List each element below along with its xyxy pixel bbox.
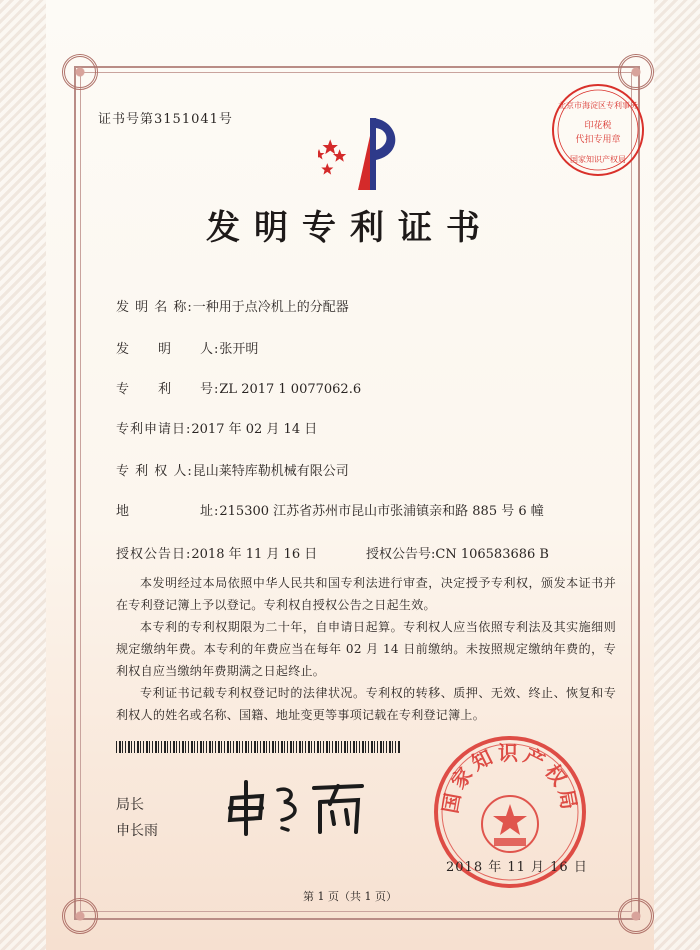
director-signature xyxy=(222,768,372,838)
svg-text:印花税: 印花税 xyxy=(584,121,612,131)
field-patent-no xyxy=(116,378,361,397)
field-value: CN 106583686 B xyxy=(435,547,549,562)
field-value: 2018 年 11 月 16 日 xyxy=(191,547,318,562)
field-label: 授权公告日: xyxy=(116,547,192,562)
sipo-logo-icon xyxy=(318,110,408,200)
director-name: 申长雨 xyxy=(116,823,158,839)
field-patentee xyxy=(116,460,349,479)
field-invention-name xyxy=(116,296,349,315)
field-value: 2017 年 02 月 14 日 xyxy=(191,422,318,437)
field-value: 张开明 xyxy=(219,342,259,357)
field-filing-date xyxy=(116,418,317,437)
certificate-number: 证书号第3151041号 xyxy=(98,112,233,127)
certificate-title: 发明专利证书 xyxy=(206,208,494,248)
decorative-border-right xyxy=(654,0,700,950)
paragraph-legal-status: 专利证书记载专利权登记时的法律状况。专利权的转移、质押、无效、终止、恢复和专利权人的姓名或名称、国籍、地址变更等事项记载在专利登记簿上。 xyxy=(116,686,616,722)
field-label: 专 利 权 人: xyxy=(116,464,193,479)
paragraph-term-fees: 本专利的专利权期限为二十年，自申请日起算。专利权人应当依照专利法及其实施细则规定缴纳年费。本专利的年费应当在每年 02 月 14 日前缴纳。未按照规定缴纳年费的，专利权自应当缴纳年费期满之日起终止。 xyxy=(116,620,616,678)
corner-ornament xyxy=(62,54,98,90)
field-value: 一种用于点冷机上的分配器 xyxy=(192,300,349,315)
field-label: 专利申请日: xyxy=(116,422,192,437)
field-label: 授权公告号: xyxy=(366,547,436,562)
field-value: 215300 江苏省苏州市昆山市张浦镇亲和路 885 号 6 幢 xyxy=(219,504,544,519)
svg-text:代扣专用章: 代扣专用章 xyxy=(575,135,621,145)
field-grant-pub-date xyxy=(116,543,317,562)
page-number: 第 1 页（共 1 页） xyxy=(303,890,397,903)
field-value: ZL 2017 1 0077062.6 xyxy=(219,382,362,397)
field-grant-pub-no xyxy=(366,543,549,562)
svg-text:国家知识产权局: 国家知识产权局 xyxy=(570,155,626,164)
decorative-border-left xyxy=(0,0,46,950)
issue-date: 2018 年 11 月 16 日 xyxy=(446,860,588,875)
svg-text:北京市海淀区专利事务: 北京市海淀区专利事务 xyxy=(558,101,638,110)
barcode xyxy=(116,741,400,753)
agent-stamp xyxy=(548,80,648,180)
paragraph-examination: 本发明经过本局依照中华人民共和国专利法进行审查，决定授予专利权，颁发本证书并在专利登记簿上予以登记。专利权自授权公告之日起生效。 xyxy=(116,576,616,612)
field-label: 地 址: xyxy=(116,504,220,519)
field-inventor xyxy=(116,338,258,357)
field-label: 发 明 名 称: xyxy=(116,300,193,315)
field-label: 专 利 号: xyxy=(116,382,220,397)
field-value: 昆山莱特库勒机械有限公司 xyxy=(192,464,349,479)
field-address xyxy=(116,500,544,519)
svg-text:国家知识产权局: 国家知识产权局 xyxy=(438,741,582,816)
field-label: 发 明 人: xyxy=(116,342,220,357)
director-title: 局长 xyxy=(116,797,144,813)
